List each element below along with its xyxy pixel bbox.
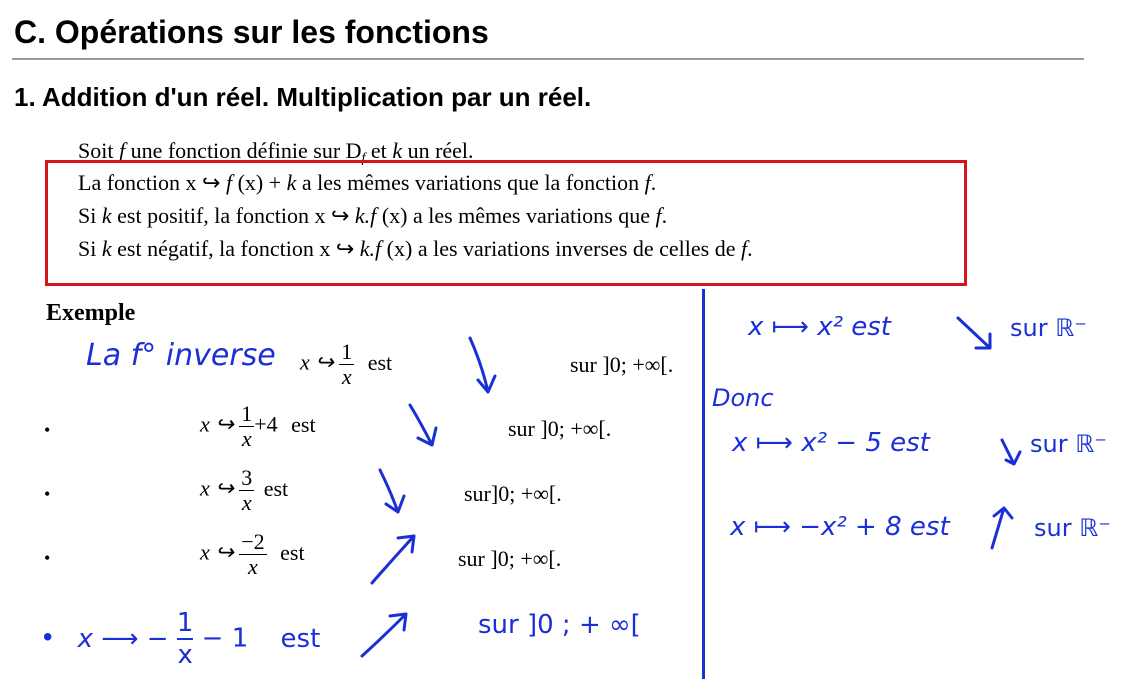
up-arrow-icon: [372, 536, 414, 583]
intro-text: une fonction définie sur D: [130, 138, 362, 163]
intro-reel: un réel.: [407, 138, 474, 163]
up-arrow-icon: [992, 508, 1012, 548]
down-arrow-icon: [958, 318, 990, 348]
intro-soit: Soit: [78, 138, 114, 163]
example-heading: Exemple: [46, 300, 136, 326]
intro-k: k: [392, 138, 403, 163]
example-item-2: x ↪ $\frac{3}{x}$ est: [200, 465, 289, 515]
note-line-2: x ⟼ x² − 5 est: [732, 428, 930, 458]
note-donc: Donc: [712, 384, 774, 412]
down-arrow-icon: [410, 405, 436, 445]
note-line-1-end: sur ℝ⁻: [1010, 314, 1087, 342]
example-item-1-interval: sur ]0; +∞[.: [508, 416, 612, 441]
down-arrow-icon: [470, 338, 495, 392]
example-item-0: x ↪ $\frac{1}{x}$ est: [300, 339, 393, 389]
note-line-3: x ⟼ −x² + 8 est: [730, 512, 950, 542]
example-item-1: x ↪ $\frac{1}{x}$ +4 est: [200, 401, 316, 451]
handwritten-item: • x ⟶ − $\frac{1}{x}$ − 1 est: [40, 608, 321, 670]
intro-f: f: [118, 138, 126, 163]
bullet: •: [44, 484, 51, 504]
example-item-2-interval: sur]0; +∞[.: [464, 481, 562, 506]
example-item-3-interval: sur ]0; +∞[.: [458, 546, 562, 571]
intro-et: et: [370, 138, 387, 163]
intro-domain-sub: f: [361, 151, 366, 166]
rule-2: Si k est positif, la fonction x ↪ k.f (x) a les mêmes variations que f.: [78, 203, 668, 228]
down-arrow-icon: [380, 470, 404, 512]
bullet: •: [44, 548, 51, 568]
up-arrow-icon: [362, 614, 406, 656]
note-line-2-end: sur ℝ⁻: [1030, 430, 1107, 458]
bullet: •: [44, 420, 51, 440]
example-item-0-interval: sur ]0; +∞[.: [570, 352, 674, 377]
note-line-3-end: sur ℝ⁻: [1034, 514, 1111, 542]
example-item-3: x ↪ $\frac{-2}{x}$ est: [200, 529, 305, 579]
subsection-title: 1. Addition d'un réel. Multiplication par un réel.: [14, 82, 592, 112]
section-title: C. Opérations sur les fonctions: [14, 14, 489, 50]
rule-3: Si k est négatif, la fonction x ↪ k.f (x) a les variations inverses de celles de f.: [78, 236, 753, 261]
handwritten-item-interval: sur ]0 ; + ∞[: [478, 610, 641, 640]
rule-1: La fonction x ↪ f (x) + k a les mêmes variations que la fonction f.: [78, 170, 657, 195]
note-line-1: x ⟼ x² est: [748, 312, 891, 342]
handwritten-inverse-label: La f° inverse: [86, 338, 276, 373]
down-arrow-icon: [1002, 440, 1020, 464]
